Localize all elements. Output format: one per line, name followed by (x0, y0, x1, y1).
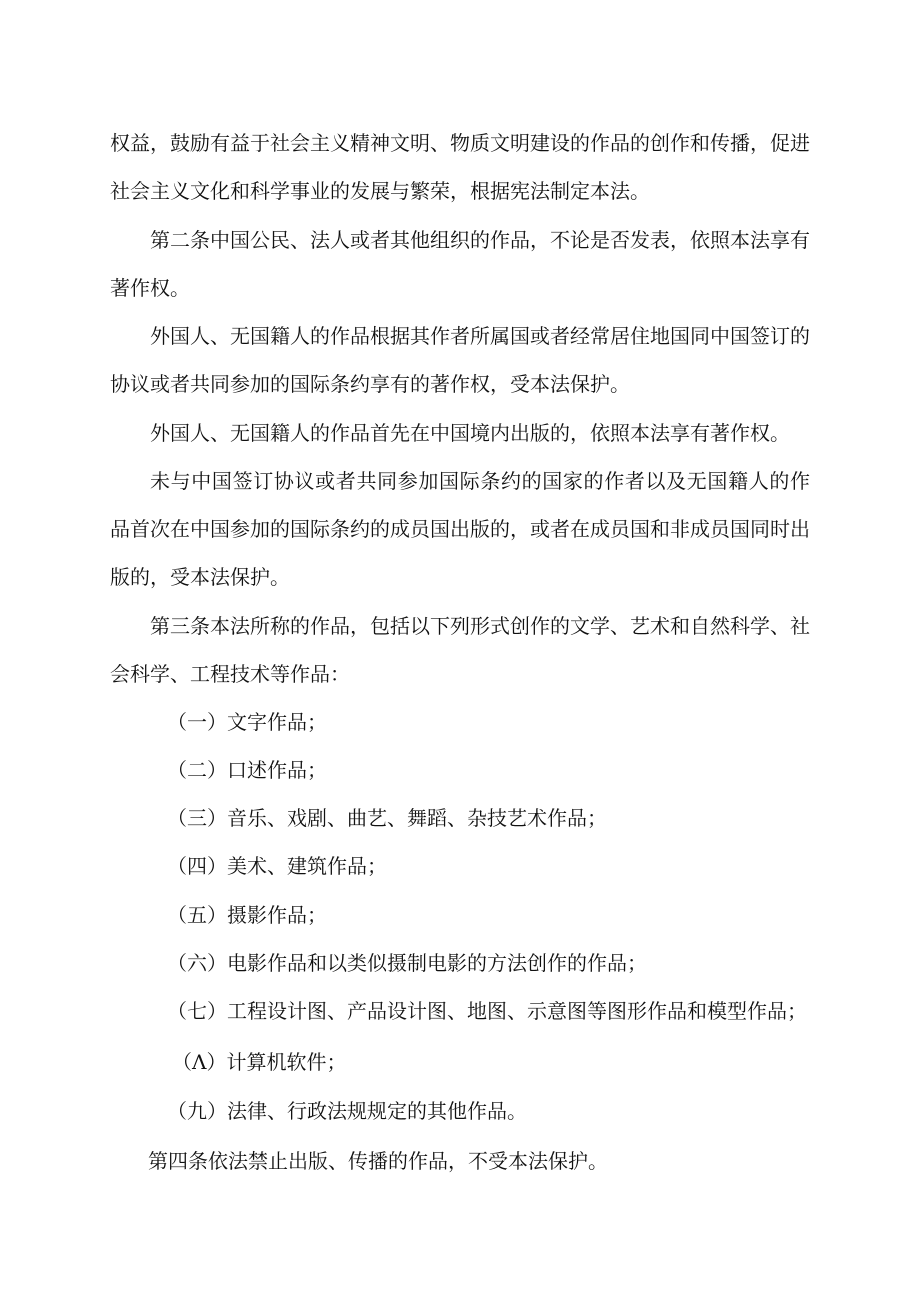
list-item: （九）法律、行政法规规定的其他作品。 (167, 1099, 527, 1123)
article-4-line: 第四条依法禁止出版、传播的作品，不受本法保护。 (148, 1149, 608, 1173)
text-line: 版的，受本法保护。 (110, 565, 290, 589)
text-line: 未与中国签订协议或者共同参加国际条约的国家的作者以及无国籍人的作 (150, 469, 810, 493)
list-item: （六）电影作品和以类似摄制电影的方法创作的作品； (167, 951, 647, 975)
list-item: （Λ）计算机软件； (172, 1050, 347, 1074)
list-item: （二）口述作品； (167, 758, 327, 782)
text-line: 外国人、无国籍人的作品根据其作者所属国或者经常居住地国同中国签订的 (150, 324, 810, 348)
text-line: 社会主义文化和科学事业的发展与繁荣，根据宪法制定本法。 (110, 179, 650, 203)
text-line: 会科学、工程技术等作品： (110, 662, 350, 686)
list-item: （五）摄影作品； (167, 903, 327, 927)
article-3-line: 第三条本法所称的作品，包括以下列形式创作的文学、艺术和自然科学、社 (150, 614, 810, 638)
text-line: 协议或者共同参加的国际条约享有的著作权，受本法保护。 (110, 372, 630, 396)
text-line: 著作权。 (110, 276, 190, 300)
article-2-line: 第二条中国公民、法人或者其他组织的作品，不论是否发表，依照本法享有 (150, 228, 810, 252)
text-line: 权益，鼓励有益于社会主义精神文明、物质文明建设的作品的创作和传播，促进 (110, 131, 810, 155)
text-line: 品首次在中国参加的国际条约的成员国出版的，或者在成员国和非成员国同时出 (110, 517, 810, 541)
list-item: （一）文字作品； (167, 710, 327, 734)
list-item: （四）美术、建筑作品； (167, 854, 387, 878)
text-line: 外国人、无国籍人的作品首先在中国境内出版的，依照本法享有著作权。 (150, 421, 790, 445)
list-item: （三）音乐、戏剧、曲艺、舞蹈、杂技艺术作品； (167, 806, 607, 830)
list-item: （七）工程设计图、产品设计图、地图、示意图等图形作品和模型作品； (167, 999, 807, 1023)
